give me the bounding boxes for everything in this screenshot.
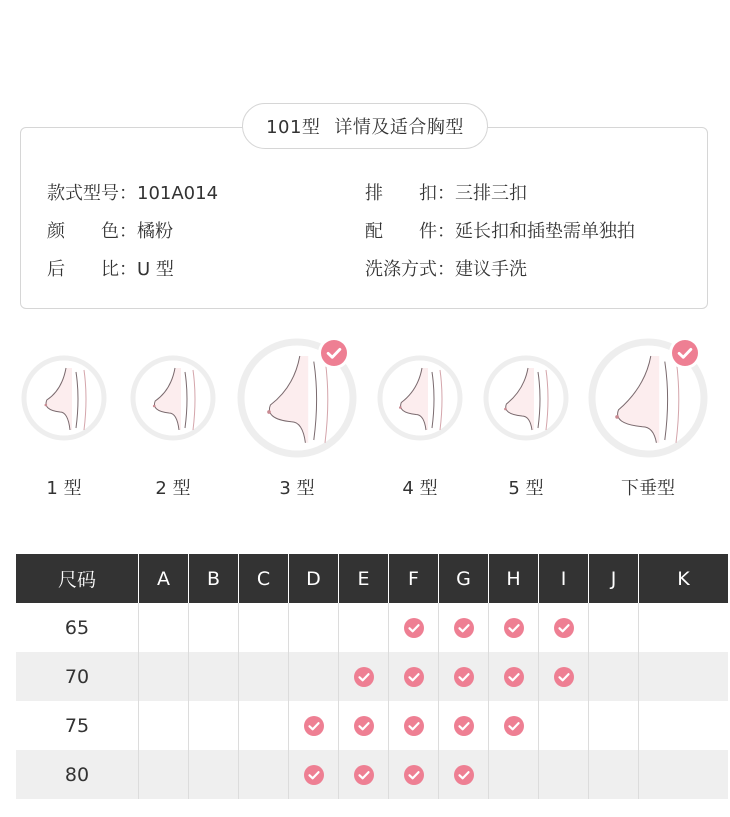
check-circle-icon: [454, 667, 474, 687]
table-row: [16, 701, 728, 750]
fit-cell: [439, 750, 489, 799]
fit-cell: [589, 603, 639, 652]
fit-cell: [389, 701, 439, 750]
check-circle-icon: [454, 765, 474, 785]
check-circle-icon: [672, 340, 698, 366]
cup-column-header: F: [389, 554, 439, 603]
info-style-number: [47, 179, 218, 205]
check-circle-icon: [404, 716, 424, 736]
fit-cell: [289, 750, 339, 799]
fit-cell: [389, 652, 439, 701]
check-circle-icon: [354, 667, 374, 687]
fit-cell: [339, 603, 389, 652]
size-column-header: 尺码: [16, 554, 139, 603]
cup-column-header: G: [439, 554, 489, 603]
cup-column-header: A: [139, 554, 189, 603]
check-circle-icon: [554, 667, 574, 687]
fit-cell: [489, 750, 539, 799]
cup-column-header: B: [189, 554, 239, 603]
info-hooks: [365, 179, 527, 205]
info-value: 延长扣和插垫需单独拍: [455, 221, 635, 242]
size-table-header: [16, 554, 728, 603]
breast-shape-label: 1 型: [46, 478, 82, 499]
fit-cell: [389, 750, 439, 799]
breast-shape-4: [376, 354, 464, 442]
check-circle-icon: [321, 340, 347, 366]
table-row: [16, 652, 728, 701]
breast-shape-label: 3 型: [279, 478, 315, 499]
info-label: 配 件：: [365, 221, 455, 242]
fit-cell: [389, 603, 439, 652]
table-row: [16, 603, 728, 652]
breast-shape-label: 5 型: [508, 478, 544, 499]
check-circle-icon: [304, 716, 324, 736]
check-circle-icon: [454, 618, 474, 638]
fit-cell: [439, 701, 489, 750]
info-value: 橘粉: [137, 221, 173, 242]
info-washing: [365, 255, 527, 281]
fit-cell: [139, 750, 189, 799]
fit-cell: [639, 701, 729, 750]
band-size-cell: 75: [16, 701, 139, 750]
info-value: U 型: [137, 259, 174, 280]
fit-cell: [589, 750, 639, 799]
fit-cell: [539, 750, 589, 799]
breast-shape-1: [20, 354, 108, 442]
fit-cell: [139, 603, 189, 652]
breast-shape-5: [482, 354, 570, 442]
fit-cell: [489, 652, 539, 701]
cup-column-header: C: [239, 554, 289, 603]
breast-shape-label: 2 型: [155, 478, 191, 499]
band-size-cell: 80: [16, 750, 139, 799]
fit-cell: [239, 750, 289, 799]
fit-cell: [189, 652, 239, 701]
size-table: [16, 554, 728, 799]
cup-column-header: H: [489, 554, 539, 603]
band-size-cell: 65: [16, 603, 139, 652]
fit-cell: [189, 603, 239, 652]
section-title-text: 详情及适合胸型: [334, 117, 464, 138]
fit-cell: [239, 603, 289, 652]
fit-cell: [439, 652, 489, 701]
fit-cell: [639, 652, 729, 701]
cup-column-header: J: [589, 554, 639, 603]
cup-column-header: D: [289, 554, 339, 603]
fit-cell: [239, 701, 289, 750]
info-back-shape: [47, 255, 174, 281]
fit-cell: [589, 652, 639, 701]
fit-cell: [639, 750, 729, 799]
fit-cell: [539, 652, 589, 701]
fit-cell: [189, 701, 239, 750]
check-circle-icon: [404, 618, 424, 638]
fit-cell: [139, 652, 189, 701]
cup-column-header: K: [639, 554, 729, 603]
info-label: 洗涤方式：: [365, 259, 455, 280]
breast-shape-label: 下垂型: [621, 478, 675, 499]
info-value: 三排三扣: [455, 183, 527, 204]
info-label: 排 扣：: [365, 183, 455, 204]
info-accessories: [365, 217, 635, 243]
fit-cell: [539, 701, 589, 750]
fit-cell: [539, 603, 589, 652]
info-label: 后 比：: [47, 259, 137, 280]
table-row: [16, 750, 728, 799]
fit-cell: [339, 750, 389, 799]
fit-cell: [289, 652, 339, 701]
fit-cell: [289, 701, 339, 750]
info-label: 颜 色：: [47, 221, 137, 242]
check-circle-icon: [354, 716, 374, 736]
check-circle-icon: [554, 618, 574, 638]
fit-cell: [439, 603, 489, 652]
section-title-model: 101型: [266, 117, 321, 138]
check-circle-icon: [404, 765, 424, 785]
fit-cell: [489, 701, 539, 750]
check-circle-icon: [404, 667, 424, 687]
section-title: [242, 103, 488, 149]
info-value: 建议手洗: [455, 259, 527, 280]
fit-cell: [589, 701, 639, 750]
cup-column-header: E: [339, 554, 389, 603]
check-circle-icon: [304, 765, 324, 785]
info-value: 101A014: [137, 183, 219, 204]
breast-shape-2: [129, 354, 217, 442]
info-label: 款式型号：: [47, 183, 137, 204]
fit-cell: [339, 701, 389, 750]
cup-column-header: I: [539, 554, 589, 603]
band-size-cell: 70: [16, 652, 139, 701]
fit-cell: [489, 603, 539, 652]
check-circle-icon: [504, 618, 524, 638]
check-circle-icon: [354, 765, 374, 785]
fit-cell: [239, 652, 289, 701]
info-color: [47, 217, 173, 243]
fit-cell: [139, 701, 189, 750]
fit-cell: [289, 603, 339, 652]
breast-shape-label: 4 型: [402, 478, 438, 499]
check-circle-icon: [504, 667, 524, 687]
fit-cell: [339, 652, 389, 701]
check-circle-icon: [454, 716, 474, 736]
check-circle-icon: [504, 716, 524, 736]
fit-cell: [639, 603, 729, 652]
fit-cell: [189, 750, 239, 799]
